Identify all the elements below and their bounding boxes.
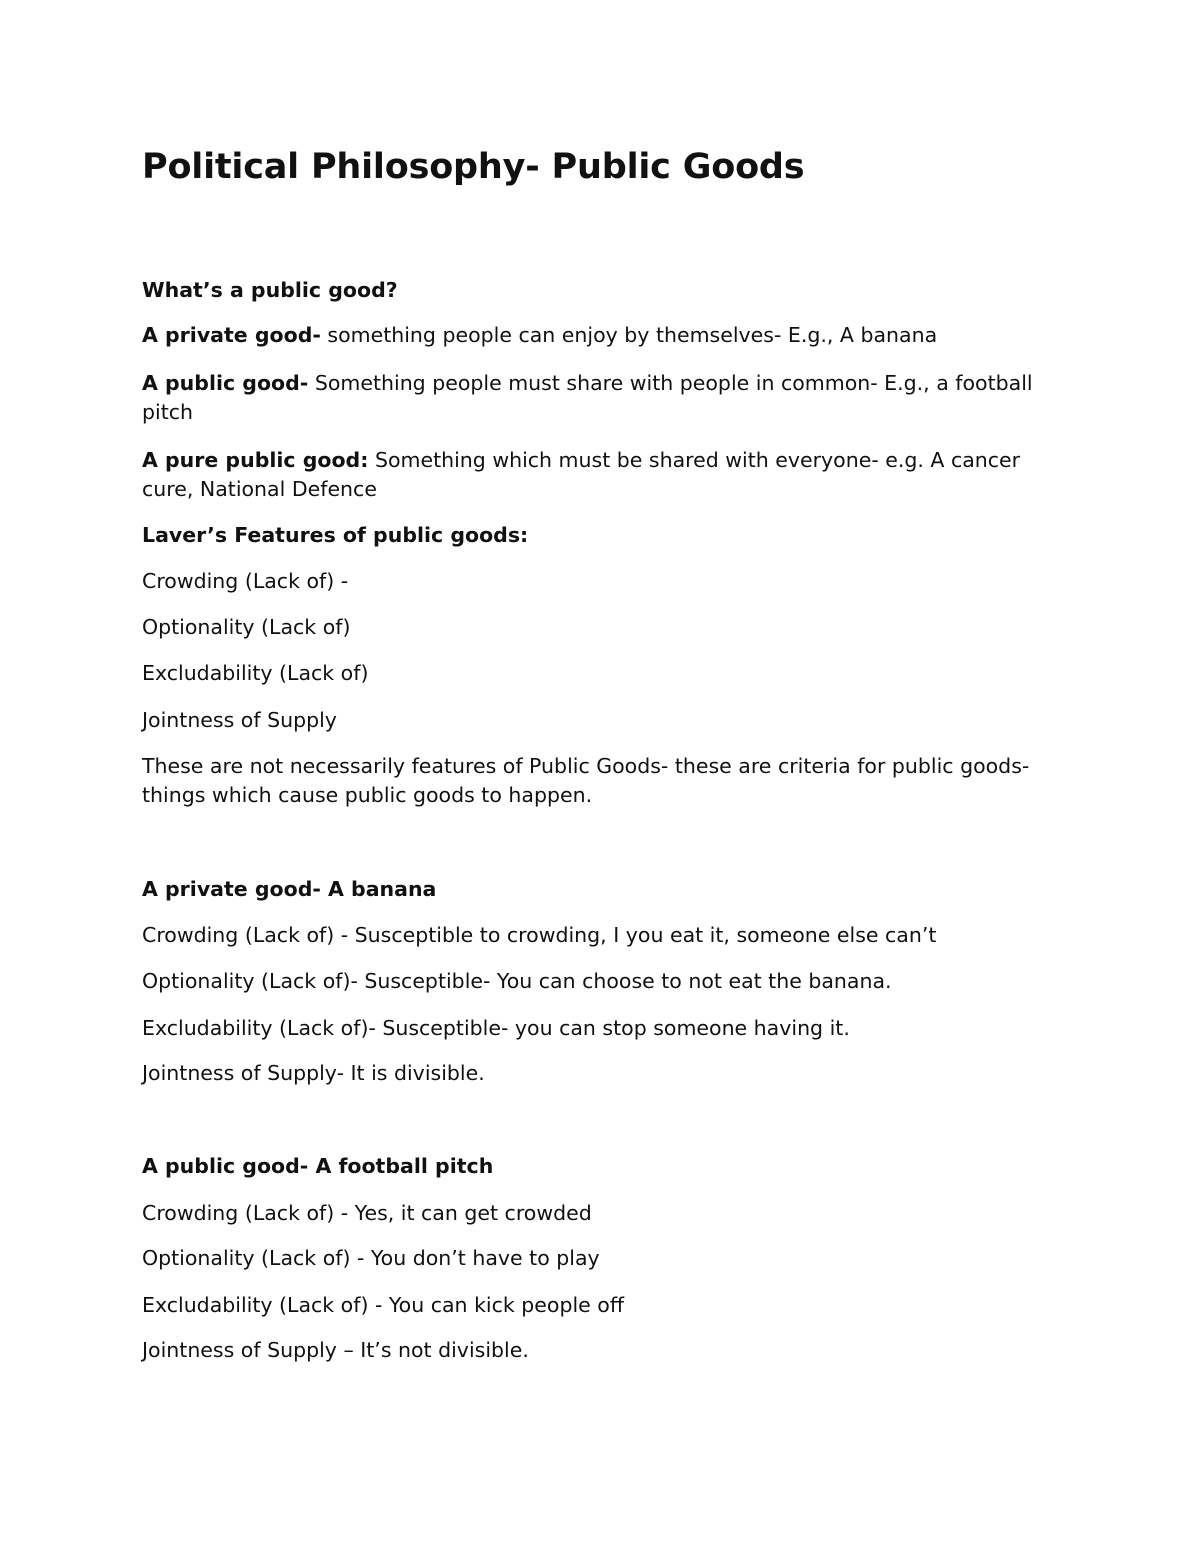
section-heading-private-example: A private good- A banana (142, 877, 437, 901)
feature-item: Crowding (Lack of) - (142, 569, 349, 593)
features-note: These are not necessarily features of Public Goods- these are criteria for public goods- things which cause public goods to happen. (142, 754, 1030, 807)
definition-term: A public good- (142, 371, 309, 395)
section-heading-public-example: A public good- A football pitch (142, 1154, 494, 1178)
definition-text: something people can enjoy by themselves- E.g., A banana (320, 323, 938, 347)
feature-item: Jointness of Supply (142, 708, 337, 732)
page-title: Political Philosophy- Public Goods (142, 147, 805, 187)
definition-private-good (142, 321, 1052, 350)
private-example-item: Excludability (Lack of)- Susceptible- you can stop someone having it. (142, 1016, 850, 1040)
definition-term: A private good- (142, 323, 321, 347)
private-example-item: Crowding (Lack of) - Susceptible to crowding, I you eat it, someone else can’t (142, 923, 937, 947)
public-example-item: Crowding (Lack of) - Yes, it can get crowded (142, 1201, 592, 1225)
section-heading-features: Laver’s Features of public goods: (142, 523, 529, 547)
feature-item: Optionality (Lack of) (142, 615, 351, 639)
public-example-item: Optionality (Lack of) - You don’t have to play (142, 1246, 600, 1270)
section-heading-whats-public-good: What’s a public good? (142, 278, 398, 302)
public-example-item: Excludability (Lack of) - You can kick people off (142, 1293, 624, 1317)
definition-pure-public-good (142, 446, 1052, 504)
feature-item: Excludability (Lack of) (142, 661, 369, 685)
private-example-item: Optionality (Lack of)- Susceptible- You can choose to not eat the banana. (142, 969, 892, 993)
public-example-item: Jointness of Supply – It’s not divisible. (142, 1338, 529, 1362)
private-example-item: Jointness of Supply- It is divisible. (142, 1061, 485, 1085)
definition-text: Something people must share with people in common- E.g., a football pitch (142, 371, 1033, 424)
definition-public-good (142, 369, 1052, 427)
definition-term: A pure public good: (142, 448, 369, 472)
definition-text: Something which must be shared with everyone- e.g. A cancer cure, National Defence (142, 448, 1021, 501)
